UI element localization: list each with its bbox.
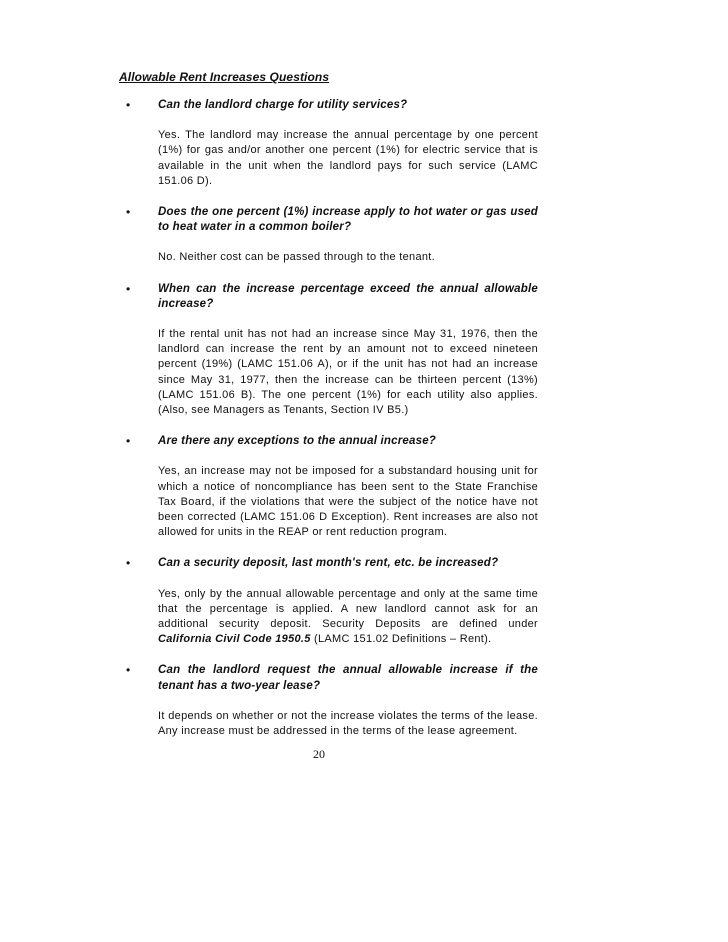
qa-item-security-deposit xyxy=(118,556,538,647)
bullet-icon: • xyxy=(126,556,131,571)
qa-list xyxy=(118,98,538,755)
bullet-icon: • xyxy=(126,281,131,296)
qa-item-exceed-increase xyxy=(118,282,538,419)
question-text: Can the landlord charge for utility services? xyxy=(158,99,408,111)
bullet-icon: • xyxy=(126,98,131,112)
answer-text: Yes, an increase may not be imposed for a substandard housing unit for which a notice of noncompliance has been sent to the State Franchise Tax Board, if the violations that were the subject of the notice have not been corrected (LAMC 151.06 D Exception). Rent increases are also not allowed for units in the REAP or rent reduction program. xyxy=(158,465,538,539)
question-text: Does the one percent (1%) increase apply to hot water or gas used to heat water in a common boiler? xyxy=(158,206,538,234)
qa-item-utility-services xyxy=(118,98,538,189)
answer-text-part: (LAMC 151.02 Definitions – Rent). xyxy=(310,633,492,646)
question-text: Can the landlord request the annual allowable increase if the tenant has a two-year lease? xyxy=(158,664,538,692)
section-heading: Allowable Rent Increases Questions xyxy=(119,70,330,84)
question-text: Are there any exceptions to the annual increase? xyxy=(158,435,437,448)
civil-code-citation: California Civil Code 1950.5 xyxy=(158,633,311,646)
bullet-icon: • xyxy=(126,663,131,678)
answer-text: Yes. The landlord may increase the annual percentage by one percent (1%) for gas and/or another one percent (1%) for electric service that is available in the unit when the landlord pays for such service (LAMC 151.06 D). xyxy=(158,129,538,187)
bullet-icon: • xyxy=(126,434,131,449)
answer-text-part: Yes, only by the annual allowable percentage and only at the same time that the percentage is applied. A new landlord cannot ask for an additional security deposit. Security Deposits are defined under xyxy=(158,587,538,631)
answer-text: No. Neither cost can be passed through to the tenant. xyxy=(158,251,436,264)
page-number: 20 xyxy=(313,747,325,761)
question-text: When can the increase percentage exceed the annual allowable increase? xyxy=(158,282,538,310)
answer-text xyxy=(158,587,538,648)
question-text: Can a security deposit, last month's rent, etc. be increased? xyxy=(158,557,499,570)
qa-item-hot-water xyxy=(118,205,538,266)
qa-item-exceptions xyxy=(118,434,538,540)
answer-text: It depends on whether or not the increase violates the terms of the lease. Any increase must be addressed in the terms of the lease agreement. xyxy=(158,709,538,738)
qa-item-two-year-lease xyxy=(118,663,538,739)
bullet-icon: • xyxy=(126,205,131,220)
answer-text: If the rental unit has not had an increase since May 31, 1976, then the landlord can increase the rent by an amount not to exceed nineteen percent (19%) (LAMC 151.06 A), or if the unit has not had an increase since May 31, 1977, then the increase can be thirteen percent (13%) (LAMC 151.06 B). The one percent (1%) for each utility also applies. (Also, see Managers as Tenants, Section IV B5.) xyxy=(158,328,538,417)
